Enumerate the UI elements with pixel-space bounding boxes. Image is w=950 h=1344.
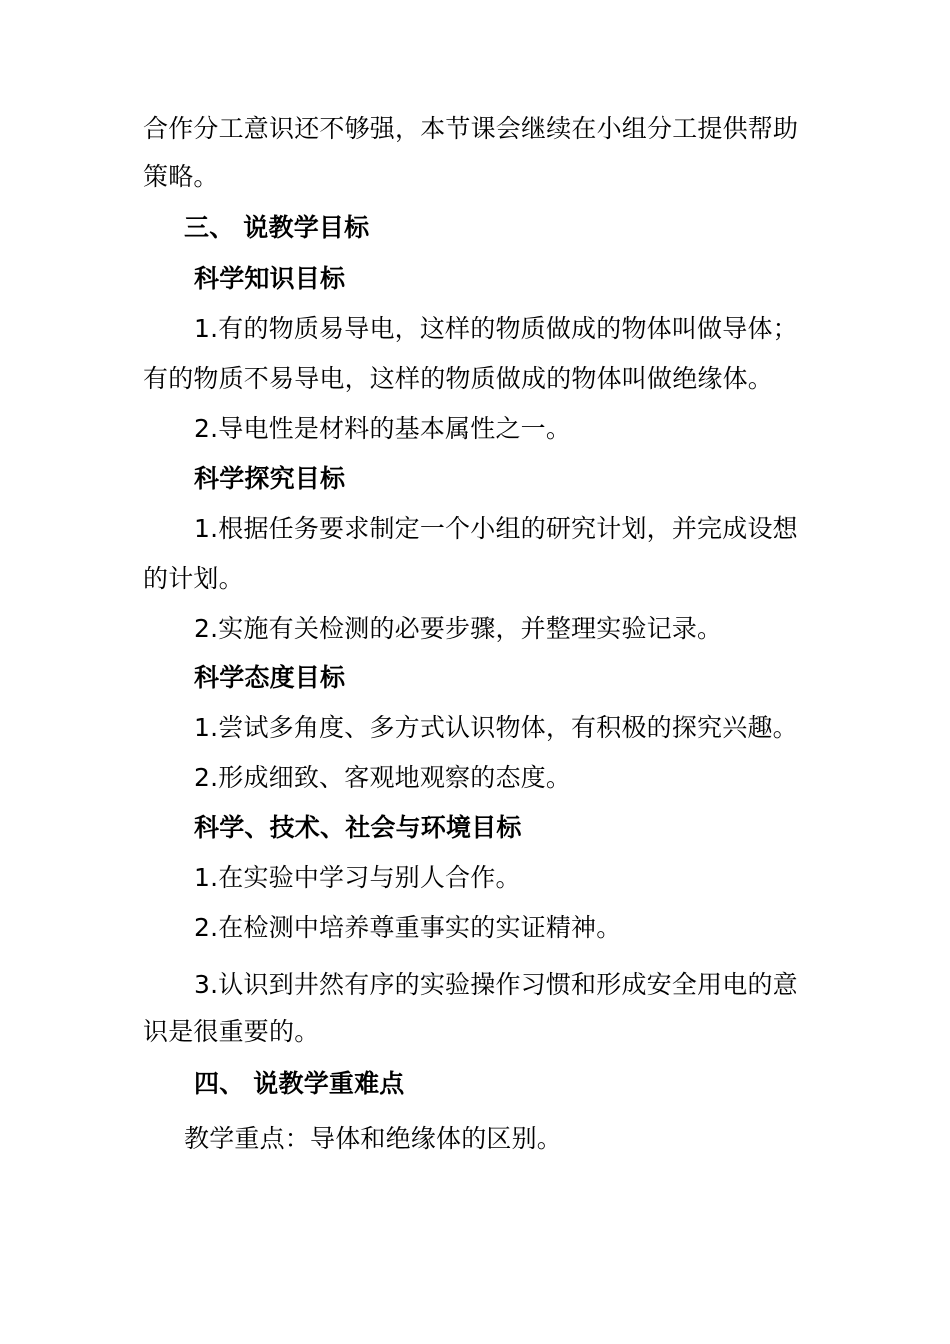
subsection-heading: 科学态度目标 [194,663,346,692]
subsection-heading: 科学探究目标 [194,464,346,493]
paragraph-line: 2.导电性是材料的基本属性之一。 [194,414,572,443]
paragraph-line: 2.实施有关检测的必要步骤，并整理实验记录。 [194,614,723,643]
section-heading: 四、 说教学重难点 [194,1069,405,1098]
paragraph-line: 合作分工意识还不够强，本节课会继续在小组分工提供帮助 [143,114,799,143]
paragraph-line: 1.尝试多角度、多方式认识物体，有积极的探究兴趣。 [194,713,798,742]
paragraph-line: 策略。 [143,162,219,191]
paragraph-line: 教学重点：导体和绝缘体的区别。 [184,1124,563,1153]
section-heading: 三、 说教学目标 [184,213,370,242]
paragraph-line: 的计划。 [143,564,244,593]
paragraph-line: 1.在实验中学习与别人合作。 [194,863,521,892]
subsection-heading: 科学、技术、社会与环境目标 [194,813,522,842]
paragraph-line: 2.在检测中培养尊重事实的实证精神。 [194,913,622,942]
paragraph-line: 识是很重要的。 [143,1017,320,1046]
paragraph-line: 1.根据任务要求制定一个小组的研究计划，并完成设想 [194,514,798,543]
paragraph-line: 1.有的物质易导电，这样的物质做成的物体叫做导体； [194,314,798,343]
subsection-heading: 科学知识目标 [194,264,346,293]
paragraph-line: 3.认识到井然有序的实验操作习惯和形成安全用电的意 [194,970,798,999]
paragraph-line: 2.形成细致、客观地观察的态度。 [194,763,572,792]
paragraph-line: 有的物质不易导电，这样的物质做成的物体叫做绝缘体。 [143,364,774,393]
